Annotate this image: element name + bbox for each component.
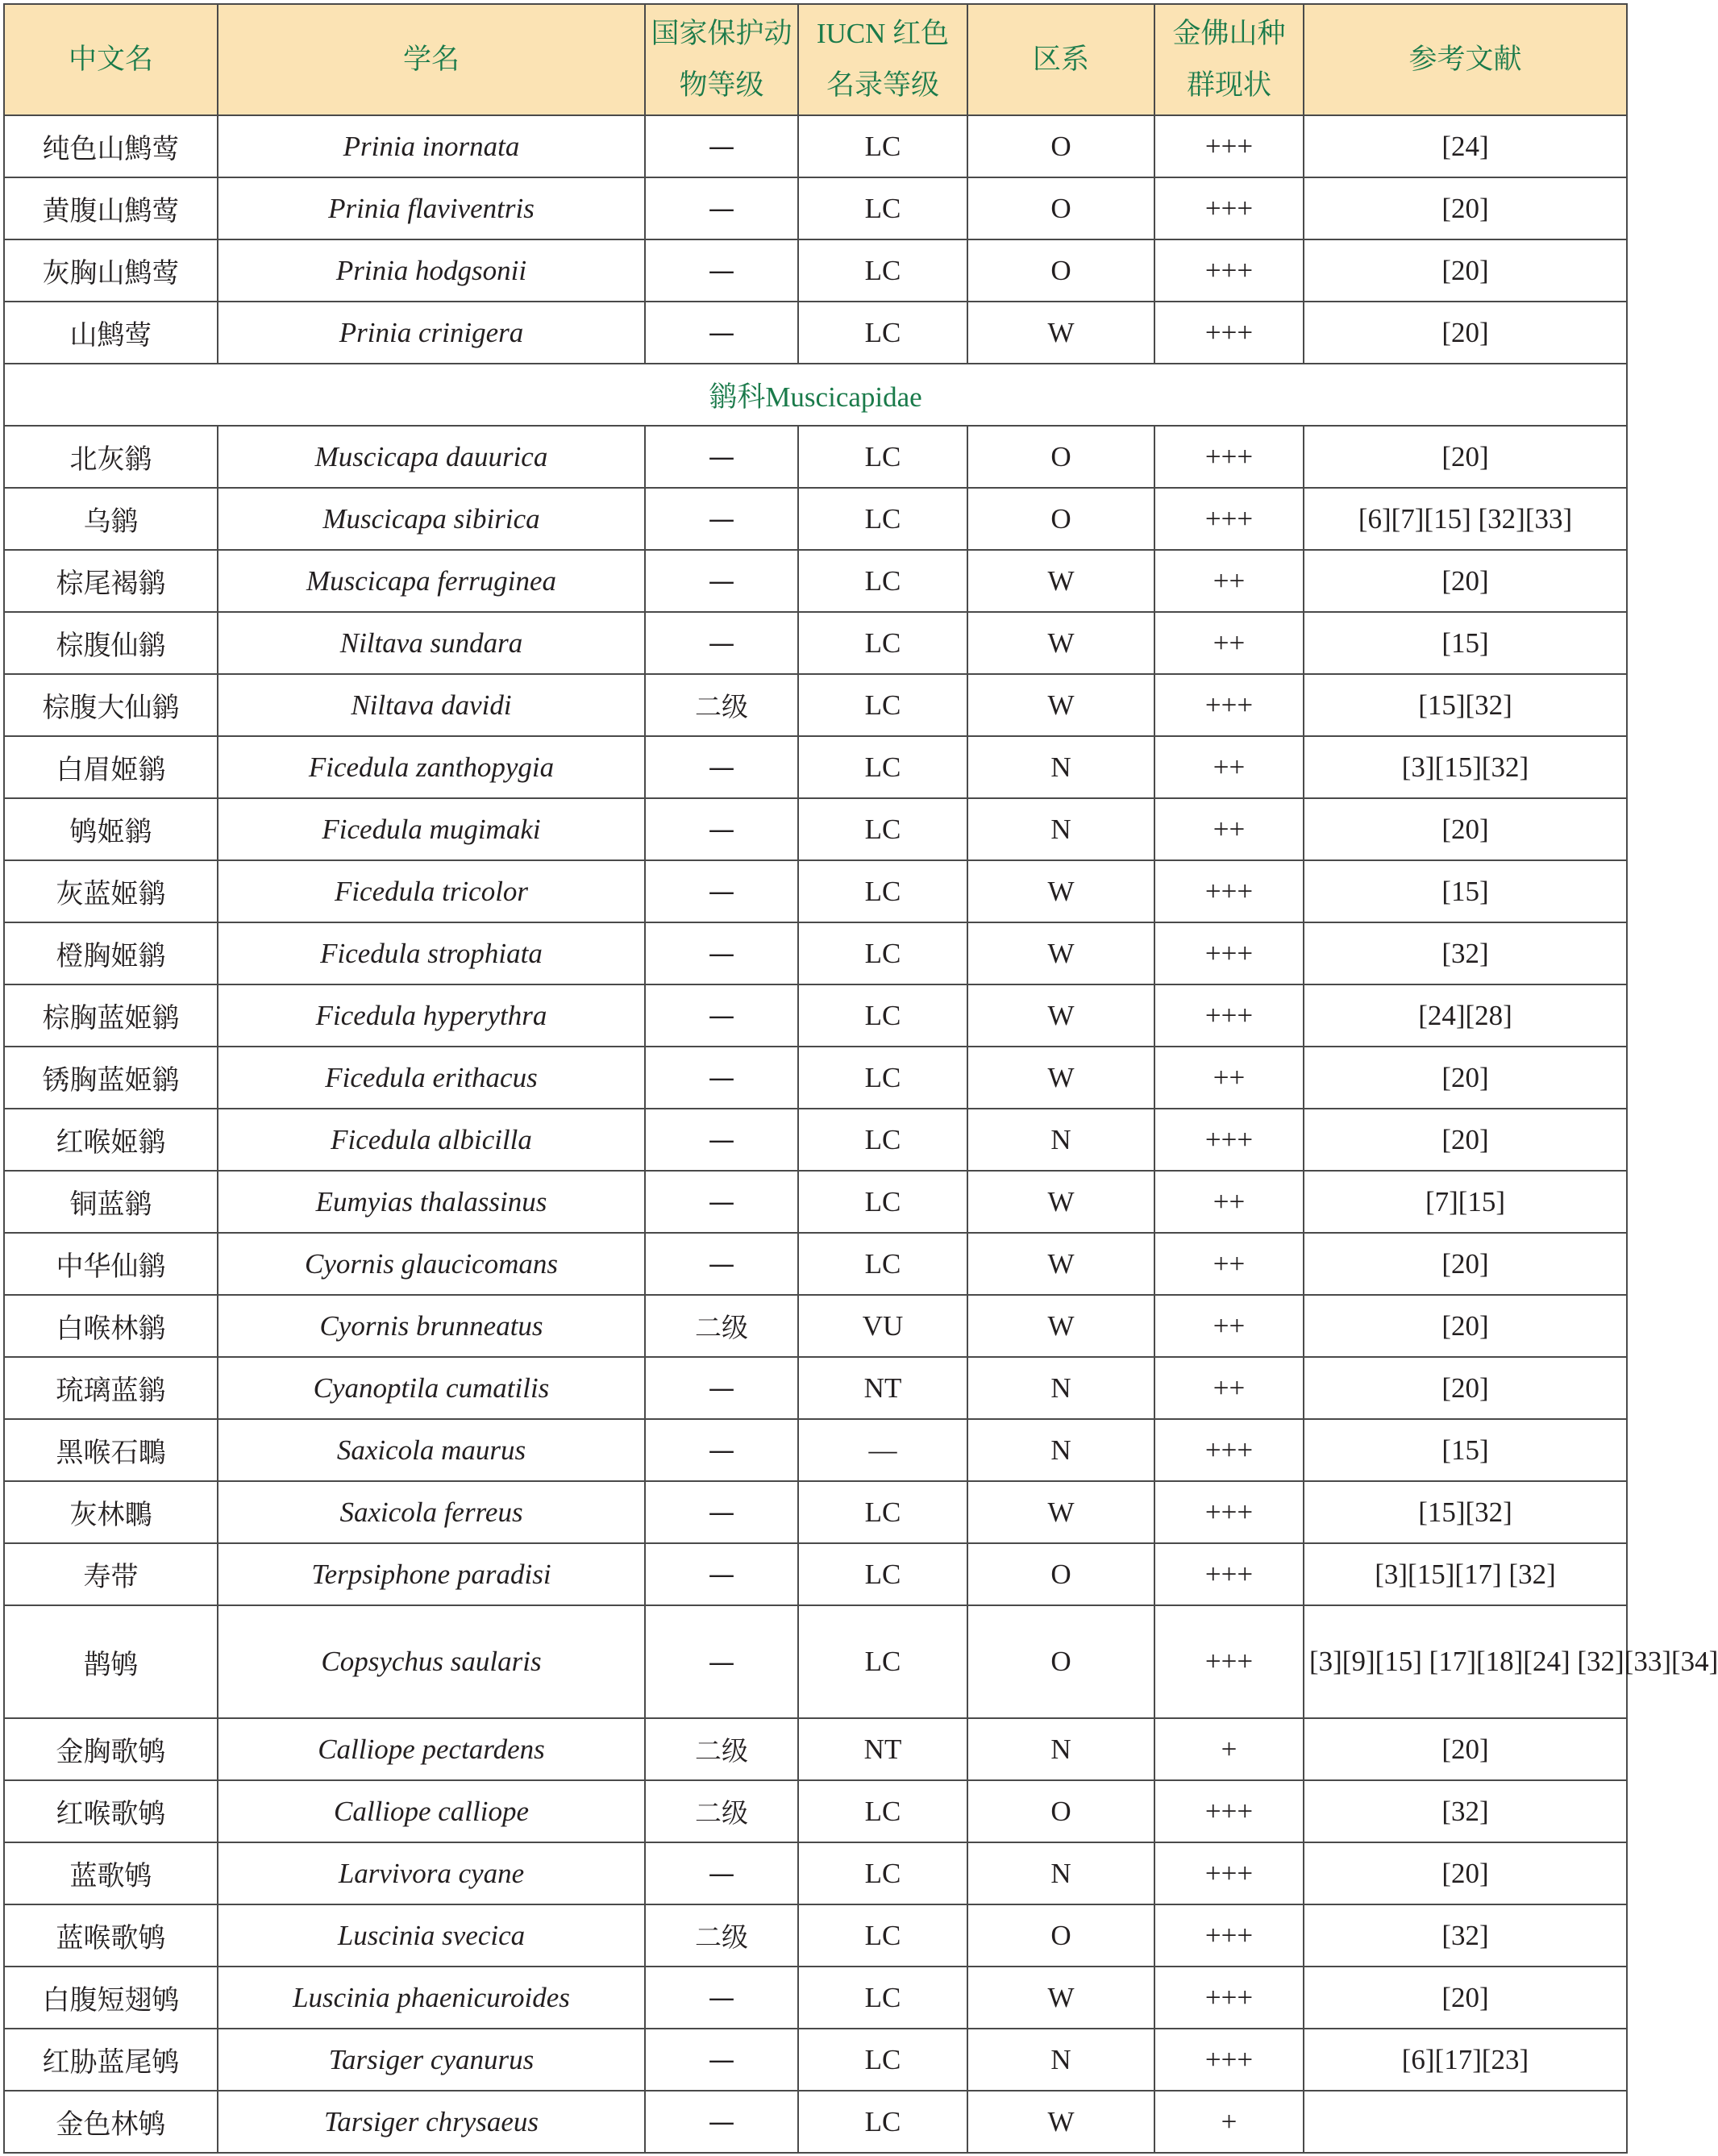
cell-population-status: +++ <box>1154 674 1304 736</box>
cell-population-status: +++ <box>1154 1904 1304 1967</box>
cell-chinese-name: 黄腹山鹪莺 <box>4 177 218 239</box>
cell-chinese-name: 灰林䳭 <box>4 1481 218 1543</box>
table-row <box>4 115 1627 177</box>
cell-references: [20] <box>1304 1842 1627 1904</box>
table-row <box>4 177 1627 239</box>
cell-protection-level: — <box>645 1109 798 1171</box>
cell-fauna-region: W <box>967 1967 1154 2029</box>
cell-iucn-status: LC <box>798 239 967 302</box>
cell-iucn-status: LC <box>798 302 967 364</box>
cell-scientific-name: Muscicapa sibirica <box>218 488 645 550</box>
cell-protection-level: — <box>645 488 798 550</box>
cell-references: [20] <box>1304 550 1627 612</box>
cell-iucn-status: LC <box>798 2091 967 2153</box>
cell-references: [20] <box>1304 1233 1627 1295</box>
cell-iucn-status: LC <box>798 115 967 177</box>
table-row <box>4 1842 1627 1904</box>
cell-scientific-name: Ficedula tricolor <box>218 860 645 922</box>
cell-chinese-name: 橙胸姬鹟 <box>4 922 218 984</box>
cell-population-status: +++ <box>1154 1780 1304 1842</box>
cell-scientific-name: Saxicola maurus <box>218 1419 645 1481</box>
table-row <box>4 1543 1627 1605</box>
cell-references: [32] <box>1304 922 1627 984</box>
cell-fauna-region: W <box>967 922 1154 984</box>
cell-protection-level: — <box>645 426 798 488</box>
cell-population-status: +++ <box>1154 860 1304 922</box>
cell-iucn-status: NT <box>798 1357 967 1419</box>
cell-fauna-region: N <box>967 1357 1154 1419</box>
cell-iucn-status: LC <box>798 674 967 736</box>
cell-iucn-status: LC <box>798 1233 967 1295</box>
cell-references: [20] <box>1304 1295 1627 1357</box>
cell-protection-level: — <box>645 1967 798 2029</box>
cell-population-status: ++ <box>1154 550 1304 612</box>
cell-fauna-region: O <box>967 426 1154 488</box>
cell-fauna-region: N <box>967 1718 1154 1780</box>
cell-scientific-name: Eumyias thalassinus <box>218 1171 645 1233</box>
cell-iucn-status: LC <box>798 984 967 1047</box>
cell-scientific-name: Ficedula mugimaki <box>218 798 645 860</box>
cell-fauna-region: N <box>967 2029 1154 2091</box>
cell-chinese-name: 蓝歌鸲 <box>4 1842 218 1904</box>
cell-fauna-region: W <box>967 1295 1154 1357</box>
cell-scientific-name: Larvivora cyane <box>218 1842 645 1904</box>
cell-population-status: ++ <box>1154 1233 1304 1295</box>
cell-references: [20] <box>1304 1109 1627 1171</box>
cell-chinese-name: 白眉姬鹟 <box>4 736 218 798</box>
cell-iucn-status: LC <box>798 736 967 798</box>
cell-fauna-region: N <box>967 1842 1154 1904</box>
species-table <box>3 3 1718 2154</box>
cell-fauna-region: W <box>967 860 1154 922</box>
table-row <box>4 1718 1627 1780</box>
cell-population-status: +++ <box>1154 1543 1304 1605</box>
cell-iucn-status: LC <box>798 1967 967 2029</box>
cell-chinese-name: 金色林鸲 <box>4 2091 218 2153</box>
cell-population-status: ++ <box>1154 1047 1304 1109</box>
cell-protection-level: — <box>645 1481 798 1543</box>
cell-population-status: +++ <box>1154 1481 1304 1543</box>
cell-fauna-region: O <box>967 1605 1154 1718</box>
cell-population-status: +++ <box>1154 2029 1304 2091</box>
cell-population-status: +++ <box>1154 984 1304 1047</box>
cell-iucn-status: LC <box>798 1842 967 1904</box>
table-row <box>4 1171 1627 1233</box>
cell-references: [7][15] <box>1304 1171 1627 1233</box>
cell-references: [20] <box>1304 177 1627 239</box>
cell-fauna-region: O <box>967 239 1154 302</box>
cell-references: [3][15][17] [32] <box>1304 1543 1627 1605</box>
cell-population-status: ++ <box>1154 1295 1304 1357</box>
cell-population-status: ++ <box>1154 736 1304 798</box>
cell-iucn-status: LC <box>798 798 967 860</box>
cell-fauna-region: N <box>967 1419 1154 1481</box>
cell-chinese-name: 白喉林鹟 <box>4 1295 218 1357</box>
table-row <box>4 1481 1627 1543</box>
cell-fauna-region: O <box>967 177 1154 239</box>
cell-references: [32] <box>1304 1904 1627 1967</box>
cell-population-status: +++ <box>1154 1605 1304 1718</box>
cell-iucn-status: LC <box>798 1481 967 1543</box>
cell-iucn-status: LC <box>798 1543 967 1605</box>
cell-iucn-status: LC <box>798 488 967 550</box>
cell-scientific-name: Copsychus saularis <box>218 1605 645 1718</box>
cell-chinese-name: 棕腹仙鹟 <box>4 612 218 674</box>
table-row <box>4 1047 1627 1109</box>
table-row <box>4 1967 1627 2029</box>
cell-references: [24][28] <box>1304 984 1627 1047</box>
cell-fauna-region: O <box>967 115 1154 177</box>
cell-population-status: +++ <box>1154 1109 1304 1171</box>
cell-fauna-region: O <box>967 1904 1154 1967</box>
cell-protection-level: — <box>645 1357 798 1419</box>
cell-chinese-name: 灰蓝姬鹟 <box>4 860 218 922</box>
cell-scientific-name: Ficedula hyperythra <box>218 984 645 1047</box>
cell-population-status: + <box>1154 1718 1304 1780</box>
cell-fauna-region: W <box>967 1481 1154 1543</box>
cell-scientific-name: Prinia inornata <box>218 115 645 177</box>
cell-scientific-name: Cyornis glaucicomans <box>218 1233 645 1295</box>
cell-references: [32] <box>1304 1780 1627 1842</box>
table-row <box>4 612 1627 674</box>
cell-population-status: +++ <box>1154 922 1304 984</box>
table-row <box>4 798 1627 860</box>
cell-chinese-name: 红胁蓝尾鸲 <box>4 2029 218 2091</box>
table-row <box>4 488 1627 550</box>
cell-scientific-name: Terpsiphone paradisi <box>218 1543 645 1605</box>
cell-scientific-name: Saxicola ferreus <box>218 1481 645 1543</box>
cell-protection-level: 二级 <box>645 1904 798 1967</box>
cell-protection-level: — <box>645 1605 798 1718</box>
cell-chinese-name: 黑喉石䳭 <box>4 1419 218 1481</box>
cell-scientific-name: Prinia flaviventris <box>218 177 645 239</box>
cell-protection-level: — <box>645 860 798 922</box>
cell-fauna-region: O <box>967 1543 1154 1605</box>
cell-scientific-name: Cyornis brunneatus <box>218 1295 645 1357</box>
cell-chinese-name: 铜蓝鹟 <box>4 1171 218 1233</box>
cell-protection-level: — <box>645 177 798 239</box>
cell-scientific-name: Prinia hodgsonii <box>218 239 645 302</box>
cell-scientific-name: Calliope pectardens <box>218 1718 645 1780</box>
cell-references: [20] <box>1304 239 1627 302</box>
header-scientific-name: 学名 <box>218 4 645 115</box>
cell-population-status: +++ <box>1154 488 1304 550</box>
cell-protection-level: — <box>645 239 798 302</box>
cell-iucn-status: LC <box>798 1171 967 1233</box>
cell-iucn-status: LC <box>798 612 967 674</box>
cell-iucn-status: LC <box>798 1780 967 1842</box>
header-population-status: 金佛山种群现状 <box>1154 4 1304 115</box>
cell-chinese-name: 中华仙鹟 <box>4 1233 218 1295</box>
cell-population-status: +++ <box>1154 115 1304 177</box>
cell-protection-level: 二级 <box>645 1295 798 1357</box>
table-row <box>4 426 1627 488</box>
cell-protection-level: — <box>645 550 798 612</box>
table-row <box>4 1233 1627 1295</box>
cell-population-status: +++ <box>1154 1842 1304 1904</box>
cell-fauna-region: W <box>967 612 1154 674</box>
cell-scientific-name: Niltava sundara <box>218 612 645 674</box>
cell-protection-level: — <box>645 1419 798 1481</box>
header-references: 参考文献 <box>1304 4 1627 115</box>
table-row <box>4 736 1627 798</box>
cell-population-status: +++ <box>1154 426 1304 488</box>
cell-population-status: +++ <box>1154 1967 1304 2029</box>
table-row <box>4 2029 1627 2091</box>
cell-references: [24] <box>1304 115 1627 177</box>
cell-protection-level: — <box>645 798 798 860</box>
cell-population-status: +++ <box>1154 302 1304 364</box>
table-row <box>4 1295 1627 1357</box>
cell-population-status: ++ <box>1154 1357 1304 1419</box>
cell-fauna-region: N <box>967 1109 1154 1171</box>
table-row <box>4 2091 1627 2153</box>
cell-chinese-name: 锈胸蓝姬鹟 <box>4 1047 218 1109</box>
table-row <box>4 550 1627 612</box>
cell-protection-level: — <box>645 984 798 1047</box>
table-row <box>4 984 1627 1047</box>
cell-fauna-region: W <box>967 1233 1154 1295</box>
cell-chinese-name: 纯色山鹪莺 <box>4 115 218 177</box>
cell-fauna-region: O <box>967 1780 1154 1842</box>
cell-iucn-status: LC <box>798 550 967 612</box>
cell-references: [20] <box>1304 1718 1627 1780</box>
cell-scientific-name: Luscinia svecica <box>218 1904 645 1967</box>
cell-fauna-region: W <box>967 550 1154 612</box>
cell-protection-level: — <box>645 922 798 984</box>
header-chinese-name: 中文名 <box>4 4 218 115</box>
table-row <box>4 674 1627 736</box>
cell-fauna-region: W <box>967 2091 1154 2153</box>
cell-protection-level: — <box>645 736 798 798</box>
table-row <box>4 1109 1627 1171</box>
cell-population-status: ++ <box>1154 612 1304 674</box>
cell-references <box>1304 2091 1627 2153</box>
cell-chinese-name: 金胸歌鸲 <box>4 1718 218 1780</box>
cell-chinese-name: 红喉歌鸲 <box>4 1780 218 1842</box>
cell-references: [15] <box>1304 1419 1627 1481</box>
cell-chinese-name: 寿带 <box>4 1543 218 1605</box>
cell-references: [3][15][32] <box>1304 736 1627 798</box>
cell-protection-level: — <box>645 612 798 674</box>
cell-iucn-status: NT <box>798 1718 967 1780</box>
cell-scientific-name: Cyanoptila cumatilis <box>218 1357 645 1419</box>
cell-scientific-name: Prinia crinigera <box>218 302 645 364</box>
cell-references: [15][32] <box>1304 674 1627 736</box>
cell-iucn-status: LC <box>798 177 967 239</box>
cell-protection-level: — <box>645 1543 798 1605</box>
cell-protection-level: — <box>645 2029 798 2091</box>
cell-chinese-name: 琉璃蓝鹟 <box>4 1357 218 1419</box>
cell-fauna-region: W <box>967 1047 1154 1109</box>
cell-protection-level: 二级 <box>645 674 798 736</box>
cell-references: [15] <box>1304 612 1627 674</box>
cell-references: [20] <box>1304 302 1627 364</box>
cell-references: [6][7][15] [32][33] <box>1304 488 1627 550</box>
cell-protection-level: — <box>645 1047 798 1109</box>
table-row <box>4 922 1627 984</box>
cell-population-status: ++ <box>1154 798 1304 860</box>
table-row <box>4 1419 1627 1481</box>
cell-protection-level: — <box>645 1171 798 1233</box>
cell-scientific-name: Muscicapa ferruginea <box>218 550 645 612</box>
cell-fauna-region: W <box>967 674 1154 736</box>
family-name: 鹟科Muscicapidae <box>4 364 1627 426</box>
cell-references: [6][17][23] <box>1304 2029 1627 2091</box>
cell-protection-level: — <box>645 2091 798 2153</box>
cell-chinese-name: 红喉姬鹟 <box>4 1109 218 1171</box>
cell-scientific-name: Ficedula erithacus <box>218 1047 645 1109</box>
cell-scientific-name: Tarsiger chrysaeus <box>218 2091 645 2153</box>
cell-protection-level: — <box>645 302 798 364</box>
cell-references: [20] <box>1304 1047 1627 1109</box>
header-row <box>4 4 1627 115</box>
cell-iucn-status: LC <box>798 1047 967 1109</box>
cell-fauna-region: N <box>967 736 1154 798</box>
cell-protection-level: — <box>645 115 798 177</box>
cell-population-status: +++ <box>1154 239 1304 302</box>
cell-iucn-status: LC <box>798 860 967 922</box>
cell-chinese-name: 棕腹大仙鹟 <box>4 674 218 736</box>
cell-chinese-name: 灰胸山鹪莺 <box>4 239 218 302</box>
cell-protection-level: 二级 <box>645 1780 798 1842</box>
cell-chinese-name: 北灰鹟 <box>4 426 218 488</box>
table-row <box>4 1357 1627 1419</box>
cell-protection-level: — <box>645 1233 798 1295</box>
cell-chinese-name: 白腹短翅鸲 <box>4 1967 218 2029</box>
cell-iucn-status: LC <box>798 922 967 984</box>
header-protection-level: 国家保护动物等级 <box>645 4 798 115</box>
family-row <box>4 364 1627 426</box>
cell-chinese-name: 山鹪莺 <box>4 302 218 364</box>
table-row <box>4 1780 1627 1842</box>
cell-iucn-status: LC <box>798 1904 967 1967</box>
cell-iucn-status: VU <box>798 1295 967 1357</box>
header-iucn-status: IUCN 红色名录等级 <box>798 4 967 115</box>
table-row <box>4 860 1627 922</box>
cell-population-status: + <box>1154 2091 1304 2153</box>
cell-chinese-name: 蓝喉歌鸲 <box>4 1904 218 1967</box>
cell-iucn-status: LC <box>798 1605 967 1718</box>
header-fauna-region: 区系 <box>967 4 1154 115</box>
cell-chinese-name: 鸲姬鹟 <box>4 798 218 860</box>
cell-iucn-status: LC <box>798 2029 967 2091</box>
cell-references: [20] <box>1304 1357 1627 1419</box>
cell-fauna-region: W <box>967 1171 1154 1233</box>
cell-references: [15] <box>1304 860 1627 922</box>
cell-scientific-name: Calliope calliope <box>218 1780 645 1842</box>
cell-references: [3][9][15] [17][18][24] [32][33][34] <box>1304 1605 1627 1718</box>
cell-chinese-name: 乌鹟 <box>4 488 218 550</box>
cell-scientific-name: Ficedula strophiata <box>218 922 645 984</box>
cell-fauna-region: O <box>967 488 1154 550</box>
cell-protection-level: — <box>645 1842 798 1904</box>
cell-population-status: +++ <box>1154 1419 1304 1481</box>
table-body <box>4 115 1718 2153</box>
cell-iucn-status: LC <box>798 1109 967 1171</box>
cell-population-status: ++ <box>1154 1171 1304 1233</box>
cell-fauna-region: N <box>967 798 1154 860</box>
cell-protection-level: 二级 <box>645 1718 798 1780</box>
cell-references: [20] <box>1304 798 1627 860</box>
cell-iucn-status: — <box>798 1419 967 1481</box>
cell-scientific-name: Muscicapa dauurica <box>218 426 645 488</box>
cell-fauna-region: W <box>967 302 1154 364</box>
cell-scientific-name: Tarsiger cyanurus <box>218 2029 645 2091</box>
table-row <box>4 302 1627 364</box>
cell-scientific-name: Niltava davidi <box>218 674 645 736</box>
cell-scientific-name: Ficedula albicilla <box>218 1109 645 1171</box>
cell-chinese-name: 鹊鸲 <box>4 1605 218 1718</box>
cell-population-status: +++ <box>1154 177 1304 239</box>
cell-fauna-region: W <box>967 984 1154 1047</box>
cell-chinese-name: 棕尾褐鹟 <box>4 550 218 612</box>
table-row <box>4 1605 1627 1718</box>
table-row <box>4 1904 1627 1967</box>
cell-references: [15][32] <box>1304 1481 1627 1543</box>
cell-references: [20] <box>1304 1967 1627 2029</box>
cell-scientific-name: Luscinia phaenicuroides <box>218 1967 645 2029</box>
cell-scientific-name: Ficedula zanthopygia <box>218 736 645 798</box>
cell-chinese-name: 棕胸蓝姬鹟 <box>4 984 218 1047</box>
cell-references: [20] <box>1304 426 1627 488</box>
table-row <box>4 239 1627 302</box>
cell-iucn-status: LC <box>798 426 967 488</box>
